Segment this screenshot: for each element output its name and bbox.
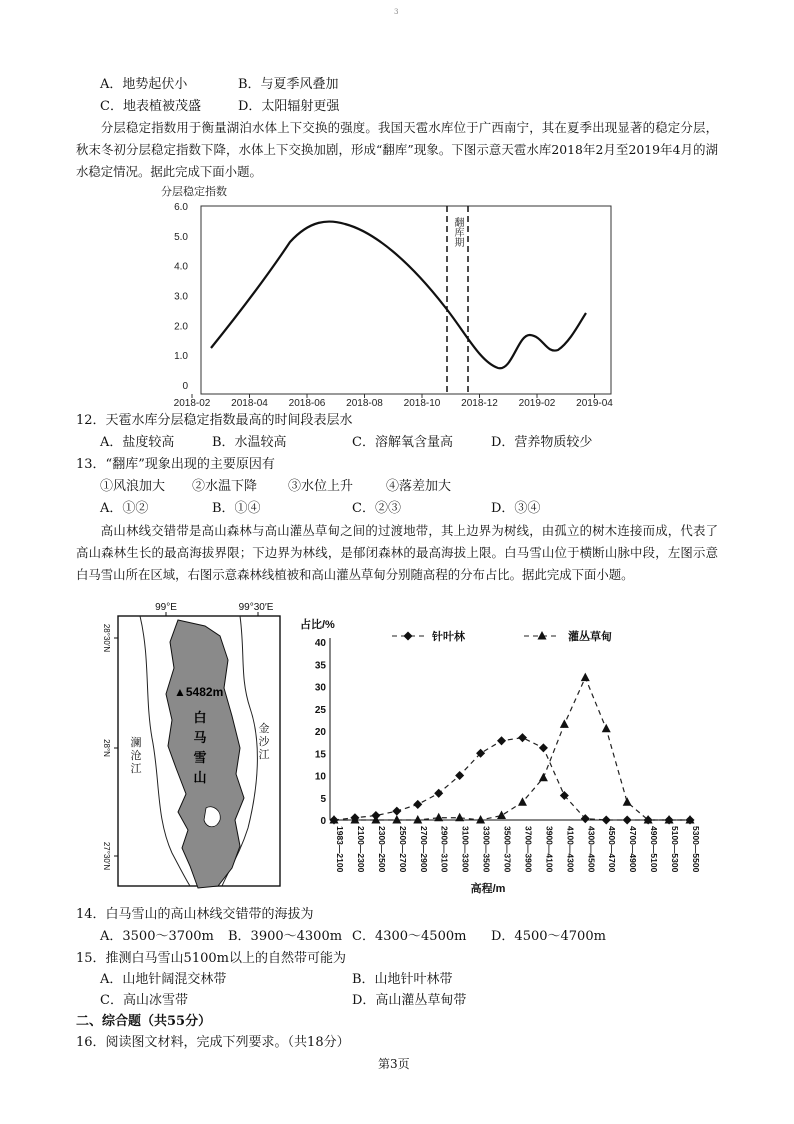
question-12-stem: 12．天雹水库分层稳定指数最高的时间段表层水 [76, 413, 353, 428]
conifer-point [539, 743, 548, 752]
shrub-meadow-point [392, 815, 401, 824]
chart1-xtick-label: 2018-04 [231, 398, 268, 409]
chart1-xtick-label: 2018-10 [403, 398, 441, 409]
q13-option-b: B．①④ [212, 501, 261, 516]
page-footer: 第3页 [378, 1057, 410, 1071]
legend-conifer-label: 针叶林 [432, 631, 465, 643]
conifer-point [623, 815, 632, 824]
chart2-xtick-label: 2900—3100 [439, 826, 450, 873]
passage-treeline: 高山林线交错带是高山森林与高山灌丛草甸之间的过渡地带，其上边界为树线，由孤立的树木连接而成，代表了高山森林生长的最高海拔界限；下边界为林线，是郁闭森林的最高海拔上限。白马雪山位于横断山脉中段，左图示意白马雪山所在区域，右图示意森林线植被和高山灌丛草甸分别随高程的分布占比。据此完成下面小题。 [76, 523, 718, 582]
legend-shrub-marker [538, 631, 547, 640]
q15-option-b: B．山地针叶林带 [352, 972, 453, 987]
q13-item-4: ④落差加大 [386, 479, 452, 494]
legend-shrub-label: 灌丛草甸 [568, 631, 612, 643]
lancang-label-2: 沧 [130, 750, 142, 762]
chart2-xtick-label: 4300—4500 [586, 826, 597, 873]
shrub-meadow-point [497, 811, 506, 820]
chart2-ylabel: 占比/% [300, 619, 335, 631]
q15-option-a: A．山地针阔混交林带 [100, 972, 227, 987]
conifer-point [581, 814, 590, 823]
shrub-meadow-point [623, 797, 632, 806]
chart2-xtick-label: 4700—4900 [628, 826, 639, 873]
question-14-stem: 14．白马雪山的高山林线交错带的海拔为 [76, 907, 314, 922]
chart1-ytick-label: 5.0 [174, 231, 188, 243]
shrub-meadow-series-line [334, 678, 690, 820]
q14-option-a: A．3500～3700m [100, 929, 214, 944]
chart2-ytick-label: 40 [314, 638, 326, 649]
mountain-name-2: 马 [193, 730, 207, 745]
chart1-ytick-label: 4.0 [174, 261, 188, 273]
chart1-xtick-label: 2019-02 [518, 398, 556, 409]
conifer-point [497, 736, 506, 745]
shrub-meadow-point [350, 815, 359, 824]
chart1-ytick-label: 1.0 [174, 351, 188, 363]
q14-option-b: B．3900～4300m [228, 929, 343, 944]
conifer-point [392, 807, 401, 816]
q15-option-d: D．高山灌丛草甸带 [352, 993, 467, 1008]
q12-option-a: A．盐度较高 [100, 435, 175, 450]
chart2-ytick-label: 5 [320, 793, 326, 805]
option-b: B．与夏季风叠加 [238, 77, 339, 92]
shrub-meadow-point [539, 773, 548, 782]
question-15-options-row1 [100, 969, 453, 991]
chart1-ytick-label: 6.0 [174, 202, 188, 213]
question-12-options [100, 432, 592, 454]
shrub-meadow-point [602, 724, 611, 733]
page-marker: 3 [394, 8, 399, 16]
option-d: D．太阳辐射更强 [238, 99, 340, 114]
chart2-xtick-label: 2500—2700 [397, 826, 408, 873]
lancang-label-3: 江 [130, 763, 142, 775]
chart2-ytick-label: 20 [314, 727, 326, 738]
chart2-xtick-label: 2100—2300 [355, 826, 366, 873]
q13-option-d: D．③④ [491, 501, 541, 516]
q14-option-d: D．4500～4700m [491, 929, 606, 944]
chart2-ytick-label: 15 [314, 749, 326, 761]
conifer-point [518, 733, 527, 742]
chart2-ytick-label: 25 [314, 704, 326, 716]
conifer-point [434, 789, 443, 798]
q14-option-c: C．4300～4500m [352, 929, 467, 944]
stability-index-chart [160, 182, 640, 408]
baima-snow-mountain-map [90, 598, 295, 894]
q12-option-b: B．水温较高 [212, 435, 287, 450]
shrub-meadow-point [581, 673, 590, 682]
mountain-name-1: 白 [193, 710, 207, 725]
q13-item-1: ①风浪加大 [100, 479, 166, 494]
q13-option-c: C．②③ [352, 501, 401, 516]
question-13-options [100, 498, 540, 520]
chart1-xtick-label: 2018-08 [346, 398, 383, 409]
section-2-heading: 二、综合题（共55分） [76, 1014, 212, 1029]
chart2-xtick-label: 1983—2100 [335, 826, 345, 873]
conifer-series-line [334, 738, 690, 820]
lon-label-99e: 99°E [155, 602, 177, 613]
lat-label-27-30n: 27°30′N [102, 841, 111, 871]
chart2-xtick-label: 3500—3700 [502, 826, 513, 873]
chart2-xtick-label: 3300—3500 [481, 826, 492, 873]
q15-option-c: C．高山冰雪带 [100, 993, 188, 1008]
chart2-xtick-label: 5300—5500 [691, 826, 701, 873]
chart1-xtick-label: 2018-06 [288, 398, 326, 409]
option-c: C．地表植被茂盛 [100, 99, 201, 114]
stability-index-curve [211, 222, 586, 369]
chart1-ytick-label: 2.0 [174, 321, 188, 333]
option-a: A．地势起伏小 [100, 77, 188, 92]
shrub-meadow-point [455, 813, 464, 822]
overturn-band-label: 翻库期 [452, 217, 463, 247]
jinsha-label-3: 江 [258, 749, 270, 761]
chart1-ylabel: 分层稳定指数 [161, 186, 227, 198]
question-13-items [100, 476, 451, 498]
conifer-point [602, 815, 611, 824]
passage-reservoir: 分层稳定指数用于衡量湖泊水体上下交换的强度。我国天雹水库位于广西南宁，其在夏季出现显著的稳定分层，秋末冬初分层稳定指数下降，水体上下交换加剧，形成“翻库”现象。下图示意天雹水库2018年2月至2019年4月的湖水稳定情况。据此完成下面小题。 [76, 120, 718, 179]
chart2-xtick-label: 4100—4300 [565, 826, 576, 873]
conifer-point [455, 771, 464, 780]
conifer-point [413, 800, 422, 809]
lancang-label-1: 澜 [130, 737, 142, 749]
legend-conifer-marker [403, 631, 412, 640]
peak-label: ▲5482m [174, 685, 224, 699]
shrub-meadow-point [476, 815, 485, 824]
vegetation-elevation-chart [296, 598, 701, 898]
q13-option-a: A．①② [100, 501, 149, 516]
q13-item-2: ②水温下降 [192, 479, 258, 494]
lat-label-28n: 28°N [102, 739, 111, 757]
chart2-xtick-label: 3100—3300 [460, 826, 471, 873]
chart1-ytick-label: 0 [182, 381, 188, 393]
chart2-xtick-label: 2700—2900 [418, 826, 429, 873]
chart1-xtick-label: 2018-12 [461, 398, 498, 409]
question-15-stem: 15．推测白马雪山5100m以上的自然带可能为 [76, 951, 346, 966]
mountain-name-3: 雪 [193, 750, 207, 765]
chart2-ytick-label: 35 [314, 660, 326, 672]
question-15-options-row2 [100, 990, 466, 1012]
shrub-meadow-point [518, 797, 527, 806]
chart1-xtick-label: 2018-02 [173, 398, 211, 409]
shrub-meadow-point [560, 719, 569, 728]
shrub-meadow-point [434, 813, 443, 822]
q12-option-c: C．溶解氧含量高 [352, 435, 453, 450]
chart2-xtick-label: 3900—4100 [544, 826, 555, 873]
question-14-options [100, 926, 606, 948]
question-13-stem: 13．“翻库”现象出现的主要原因有 [76, 457, 275, 472]
chart1-ytick-label: 3.0 [174, 291, 188, 303]
prev-question-options-row2 [100, 96, 339, 118]
q13-item-3: ③水位上升 [288, 479, 354, 494]
question-16-stem: 16．阅读图文材料，完成下列要求。（共18分） [76, 1035, 350, 1050]
chart1-xtick-label: 2019-04 [576, 398, 613, 409]
chart2-ytick-label: 10 [314, 771, 326, 783]
prev-question-options-row1 [100, 74, 339, 96]
shrub-meadow-point [413, 815, 422, 824]
chart2-ytick-label: 30 [314, 682, 326, 694]
lon-label-99-30e: 99°30′E [238, 602, 274, 613]
lat-label-28-30n: 28°30′N [102, 623, 111, 653]
chart2-xtick-label: 2300—2500 [376, 826, 387, 873]
mountain-name-4: 山 [193, 770, 207, 785]
chart2-xtick-label: 4900—5100 [649, 826, 660, 873]
chart2-xtick-label: 5100—5300 [670, 826, 681, 873]
chart2-xtick-label: 4500—4700 [607, 826, 618, 873]
jinsha-label-2: 沙 [258, 736, 270, 748]
chart2-xlabel: 高程/m [470, 883, 506, 895]
chart2-xtick-label: 3700—3900 [523, 826, 534, 873]
chart2-ytick-label: 0 [320, 816, 326, 827]
jinsha-label-1: 金 [258, 723, 270, 735]
q12-option-d: D．营养物质较少 [491, 435, 593, 450]
